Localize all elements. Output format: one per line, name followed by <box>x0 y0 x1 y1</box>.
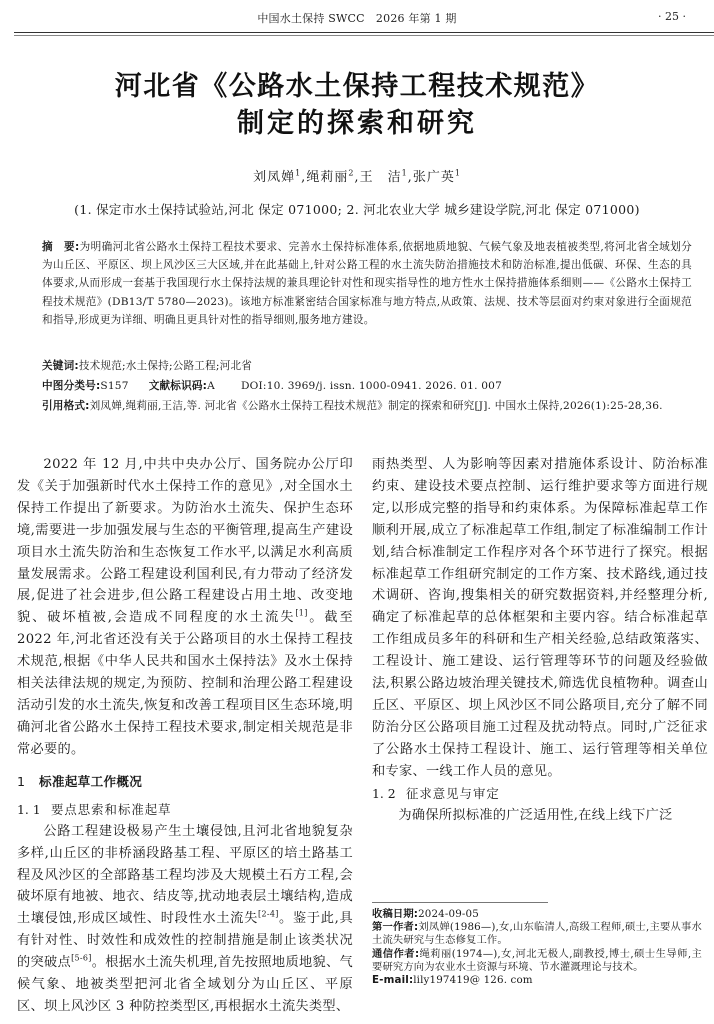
email-link[interactable]: lily197419@ 126. com <box>413 974 533 987</box>
subsection-number: 1. 2 <box>372 785 396 801</box>
reference-mark[interactable]: [5-6] <box>71 953 92 963</box>
intro-paragraph: 2022 年 12 月,中共中央办公厅、国务院办公厅印发《关于加强新时代水土保持工作的意见》,对全国水土保持工作提出了新要求。为防治水土流失、保护生态环境,需要进一步加强发展与生态的平衡管理,提高生产建设项目水土流失防治和生态恢复工作水平,以满足水利高质量发展需求。公路工程建设利国利民,有力带动了经济发展,促进了社会进步,但公路工程建设占用土地、改变地貌、破坏植被,会造成不同程度的水土流失[1]。截至 2022 年,河北省还没有关于公路项目的水土保持工程技术规范,根据《中华人民共和国水土保持法》及水土保持相关法律法规的规定,为预防、控制和治理公路工程建设活动引发的水土流失,恢复和改善工程项目区生态环境,明确河北省公路水土保持工程技术要求,制定相关规范是非常必要的。 <box>17 457 354 757</box>
body-column-right <box>372 454 708 827</box>
author-affiliation-mark: 1 <box>295 168 302 178</box>
clc-label: 中图分类号: <box>42 380 101 392</box>
body-column-left <box>17 454 353 1018</box>
article-title-line-1: 河北省《公路水土保持工程技术规范》 <box>114 71 600 102</box>
section-number: 1 <box>17 773 26 789</box>
subsection-number: 1. 1 <box>17 801 41 817</box>
author-name: 绳莉丽 <box>306 170 349 185</box>
author-list: 刘凤婵$^1$,绳莉丽$^2$,王 洁$^1$,张广英$^1$ <box>253 168 461 185</box>
article-title-line-2: 制定的探索和研究 <box>237 108 477 139</box>
doc-code-value: A <box>207 380 215 392</box>
author-name: 刘凤婵 <box>253 170 296 185</box>
citation-format <box>42 397 692 415</box>
corresponding-author-note: 通信作者:绳莉丽(1974—),女,河北无极人,副教授,博士,硕士生导师,主要研究方向为农业水土资源与环境、节水灌溉理论与技术。 <box>372 947 703 973</box>
first-author-note: 第一作者:刘凤婵(1986—),女,山东临清人,高级工程师,硕士,主要从事水土流失研究与生态修复工作。 <box>372 921 702 947</box>
email: E-mail:lily197419@ 126. com <box>372 974 533 987</box>
reference-mark[interactable]: [1] <box>295 608 308 618</box>
doi-label: DOI: <box>240 380 267 392</box>
doi-value[interactable]: 10. 3969/j. issn. 1000-0941. 2026. 01. 007 <box>266 380 503 392</box>
author-affiliation-mark: 1 <box>401 168 408 178</box>
affiliations: (1. 保定市水土保持试验站,河北 保定 071000; 2. 河北农业大学 城乡建设学院,河北 保定 071000) <box>74 202 640 217</box>
clc-value: S157 <box>100 380 129 392</box>
keywords-label: 关键词: <box>42 360 79 372</box>
subsection-heading-1-1 <box>17 799 353 821</box>
section-title: 标准起草工作概况 <box>39 773 143 789</box>
keywords-text: 技术规范;水土保持;公路工程;河北省 <box>78 360 253 372</box>
journal-issue: 中国水土保持 SWCC 2026 年第 1 期 <box>257 12 457 25</box>
abstract-label: 摘 要: <box>42 241 80 253</box>
author-name: 王 洁 <box>359 170 402 185</box>
citation-label: 引用格式: <box>42 400 90 412</box>
abstract-text: 为明确河北省公路水土保持工程技术要求、完善水土保持标准体系,依据地质地貌、气候气象及地表植被类型,将河北省全域划分为山丘区、平原区、坝上风沙区三大区域,并在此基础上,针对公路工程的水土流失防治措施技术和防治标准,提出低碳、环保、生态的具体要求,从而形成一套基于我国现行水土保持法规的兼具理论针对性和现实指导性的地方性水土保持措施体系细则——《公路水土保持工程技术规范》(DB13/T 5780—2023)。该地方标准紧密结合国家标准与地方特点,从政策、法规、技术等层面对约束对象进行全面规范和指导,形成更为详细、明确且更具针对性的指导细则,服务地方建设。 <box>42 241 692 326</box>
citation-text: 刘凤婵,绳莉丽,王洁,等. 河北省《公路水土保持工程技术规范》制定的探索和研究[J]. 中国水土保持,2026(1):25-28,36. <box>89 400 663 412</box>
section-1-1-paragraph-continued: 雨热类型、人为影响等因素对措施体系设计、防治标准约束、建设技术要点控制、运行维护要求等方面进行规定,以形成完整的指导和约束体系。为保障标准起草工作顺利开展,成立了标准起草工作组,制定了标准编制工作计划,结合标准制定工作程序对各个环节进行了探究。根据标准起草工作组研究制定的工作方案、技术路线,通过技术调研、咨询,搜集相关的研究数据资料,并经整理分析,确定了标准起草的总体框架和主要内容。结合标准起草工作组成员多年的科研和生产相关经验,总结政策落实、工程设计、施工建设、运行管理等环节的问题及经验做法,积累公路边坡治理关键技术,筛选优良植物种。调查山丘区、平原区、坝上风沙区不同公路项目,充分了解不同防治分区公路项目施工过程及扰动特点。同时,广泛征求了公路水土保持工程设计、施工、运行管理等相关单位和专家、一线工作人员的意见。 <box>372 457 708 779</box>
header-rule-thin <box>14 35 714 36</box>
author-name: 张广英 <box>412 170 455 185</box>
section-1-1-paragraph: 公路工程建设极易产生土壤侵蚀,且河北省地貌复杂多样,山丘区的非桥涵段路基工程、平原区的培土路基工程及风沙区的全部路基工程均涉及大规模土石方工程,会破坏原有地被、地衣、结皮等,扰动地表层土壤结构,造成土壤侵蚀,形成区域性、时段性水土流失[2-4]。鉴于此,具有针对性、时效性和成效性的控制措施是制止该类状况的突破点[5-6]。根据水土流失机理,首先按照地质地貌、气候气象、地被类型把河北省全域划分为山丘区、平原区、坝上风沙区 3 种防控类型区,再根据水土流失类型、 <box>17 823 353 1014</box>
header-rule <box>14 32 714 33</box>
footnote-rule <box>372 902 548 903</box>
received-date: 收稿日期:2024-09-05 <box>372 908 479 920</box>
running-head <box>0 0 714 34</box>
classification-line <box>42 377 692 395</box>
reference-mark[interactable]: [2-4] <box>258 909 279 919</box>
page-number: · 25 · <box>658 10 686 23</box>
abstract <box>42 238 692 329</box>
subsection-heading-1-2 <box>372 783 708 805</box>
doc-code-label: 文献标识码: <box>148 380 208 392</box>
subsection-title: 征求意见与审定 <box>406 785 500 801</box>
section-heading-1 <box>17 771 353 793</box>
keywords <box>42 357 692 375</box>
author-affiliation-mark: 1 <box>454 168 461 178</box>
subsection-title: 要点思索和标准起草 <box>51 801 172 817</box>
author-affiliation-mark: 2 <box>348 168 355 178</box>
footnotes <box>372 908 702 987</box>
section-1-2-paragraph: 为确保所拟标准的广泛适用性,在线上线下广泛 <box>398 807 673 823</box>
